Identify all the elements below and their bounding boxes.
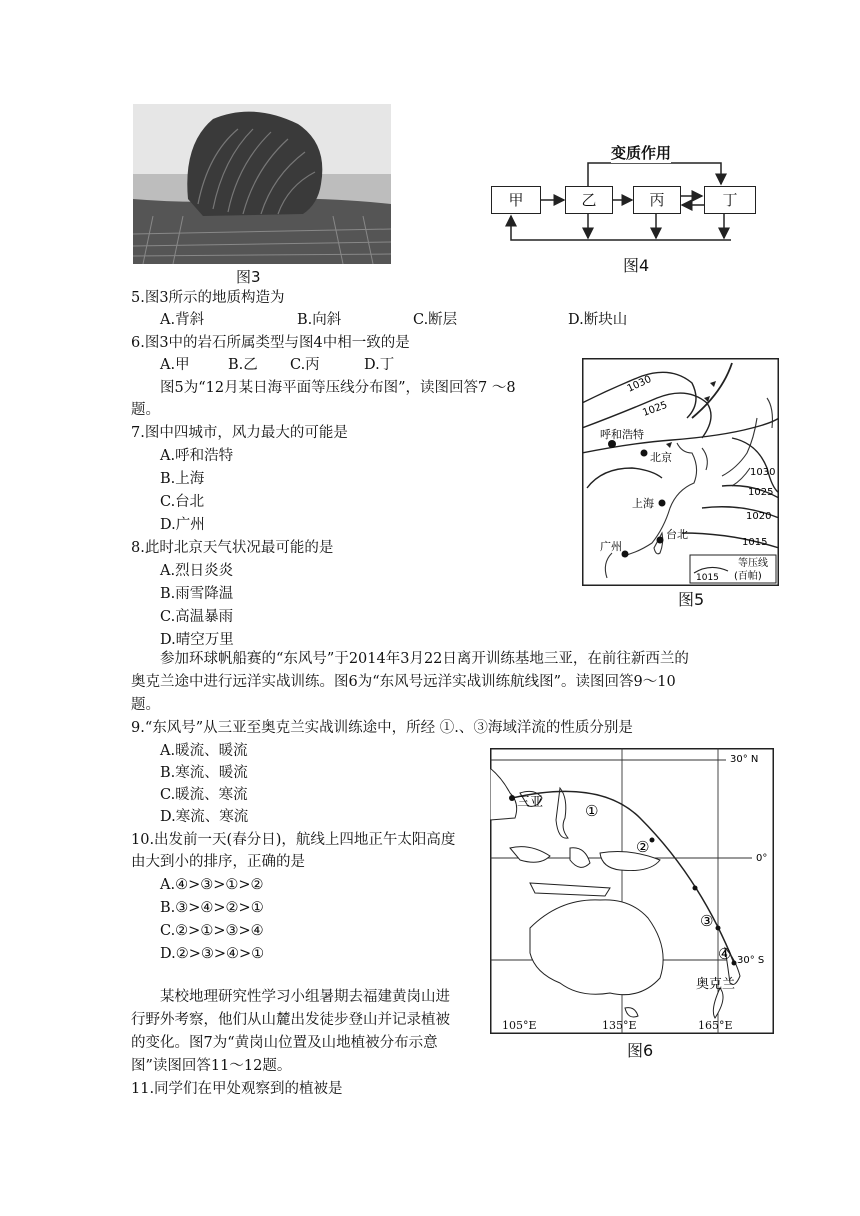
q9-stem: 9.“东风号”从三亚至奥克兰实战训练途中，所经 ①.、③海域洋流的性质分别是: [131, 720, 633, 736]
lat-label-0: 0°: [756, 853, 768, 864]
figure-3: [133, 104, 391, 284]
figure-5: [582, 358, 782, 608]
isobar-label-1020: 1020: [746, 511, 772, 522]
lat-label-30n: 30° N: [730, 754, 759, 765]
city-taipei: 台北: [666, 528, 688, 541]
city-guangzhou: 广州: [600, 540, 622, 553]
isobar-label-1030-w: 1030: [625, 373, 654, 395]
q6-option-d[interactable]: D.丁: [364, 357, 395, 373]
q5-option-b[interactable]: B.向斜: [297, 312, 342, 328]
q8-stem: 8.此时北京天气状况最可能的是: [131, 540, 334, 556]
route-marker-1: ①: [585, 802, 599, 820]
q6-stem: 6.图3中的岩石所属类型与图4中相一致的是: [131, 335, 410, 351]
q7-option-a[interactable]: A.呼和浩特: [160, 448, 234, 464]
node-ding: 丁: [704, 186, 756, 214]
route-map: [490, 748, 774, 1034]
fig3-caption: 图3: [236, 268, 261, 286]
fig4-title: 变质作用: [611, 144, 672, 162]
q6-option-c[interactable]: C.丙: [290, 357, 320, 373]
q10-option-d[interactable]: D.②>③>④>①: [160, 946, 265, 962]
intro-9-line3: 题。: [131, 697, 160, 713]
intro-9-line1: 参加环球帆船赛的“东风号”于2014年3月22日离开训练基地三亚，在前往新西兰的: [160, 651, 689, 667]
isobar-label-1025-e: 1025: [748, 487, 774, 498]
q8-option-a[interactable]: A.烈日炎炎: [160, 563, 234, 579]
city-beijing: 北京: [650, 451, 672, 464]
lon-label-105: 105°E: [502, 1019, 537, 1032]
rock-photo: [133, 104, 391, 264]
q8-option-c[interactable]: C.高温暴雨: [160, 609, 234, 625]
legend-unit: (百帕): [734, 571, 762, 582]
q8-option-b[interactable]: B.雨雪降温: [160, 586, 234, 602]
intro-7-line2: 题。: [131, 402, 160, 418]
q9-option-c[interactable]: C.暖流、寒流: [160, 787, 248, 803]
q7-option-b[interactable]: B.上海: [160, 471, 205, 487]
q5-option-c[interactable]: C.断层: [413, 312, 458, 328]
q7-stem: 7.图中四城市，风力最大的可能是: [131, 425, 348, 441]
node-bing: 丙: [633, 186, 681, 214]
city-shanghai: 上海: [632, 497, 654, 510]
node-jia: 甲: [491, 186, 541, 214]
route-marker-4: ④: [718, 945, 732, 963]
q10-stem-line1: 10.出发前一天(春分日)，航线上四地正午太阳高度: [131, 832, 456, 848]
figure-6: [490, 748, 780, 1058]
route-marker-3: ③: [700, 912, 714, 930]
city-hohhot: 呼和浩特: [600, 428, 644, 441]
isobar-map: [582, 358, 779, 586]
q7-option-c[interactable]: C.台北: [160, 494, 205, 510]
lat-label-30s: 30° S: [737, 955, 765, 966]
q5-option-d[interactable]: D.断块山: [568, 312, 628, 328]
intro-7-line1: 图5为“12月某日海平面等压线分布图”，读图回答7 ～8: [160, 380, 516, 396]
fig4-caption: 图4: [623, 256, 650, 275]
place-sanya: 三亚: [517, 795, 544, 810]
fig6-caption: 图6: [627, 1041, 654, 1060]
route-marker-2: ②: [636, 838, 650, 856]
q9-option-b[interactable]: B.寒流、暖流: [160, 765, 248, 781]
q7-option-d[interactable]: D.广州: [160, 517, 205, 533]
legend-value: 1015: [696, 573, 719, 583]
q5-option-a[interactable]: A.背斜: [160, 312, 205, 328]
q6-option-b[interactable]: B.乙: [228, 357, 258, 373]
lon-label-165: 165°E: [698, 1019, 733, 1032]
fig5-caption: 图5: [678, 590, 705, 609]
q8-option-d[interactable]: D.晴空万里: [160, 632, 234, 648]
q11-stem: 11.同学们在甲处观察到的植被是: [131, 1081, 343, 1097]
q6-option-a[interactable]: A.甲: [160, 357, 190, 373]
figure-4: [486, 138, 786, 278]
q9-option-d[interactable]: D.寒流、寒流: [160, 809, 249, 825]
q10-option-a[interactable]: A.④>③>①>②: [160, 877, 264, 893]
q10-option-c[interactable]: C.②>①>③>④: [160, 923, 264, 939]
intro-11-line2: 行野外考察，他们从山麓出发徒步登山并记录植被: [131, 1012, 450, 1028]
lon-label-135: 135°E: [602, 1019, 637, 1032]
intro-11-line1: 某校地理研究性学习小组暑期去福建黄岗山进: [160, 989, 450, 1005]
q9-option-a[interactable]: A.暖流、暖流: [160, 743, 248, 759]
q10-option-b[interactable]: B.③>④>②>①: [160, 900, 264, 916]
place-auckland: 奥克兰: [696, 977, 736, 992]
q10-stem-line2: 由大到小的排序，正确的是: [131, 854, 305, 870]
node-yi: 乙: [565, 186, 613, 214]
intro-11-line4: 图”读图回答11～12题。: [131, 1058, 292, 1074]
intro-9-line2: 奥克兰途中进行远洋实战训练。图6为“东风号远洋实战训练航线图”。读图回答9～10: [131, 674, 676, 690]
q5-stem: 5.图3所示的地质构造为: [131, 290, 285, 306]
legend-label: 等压线: [738, 558, 768, 569]
isobar-label-1015: 1015: [742, 537, 768, 548]
isobar-label-1025-w: 1025: [641, 399, 669, 419]
isobar-label-1030-e: 1030: [750, 467, 776, 478]
intro-11-line3: 的变化。图7为“黄岗山位置及山地植被分布示意: [131, 1035, 438, 1051]
